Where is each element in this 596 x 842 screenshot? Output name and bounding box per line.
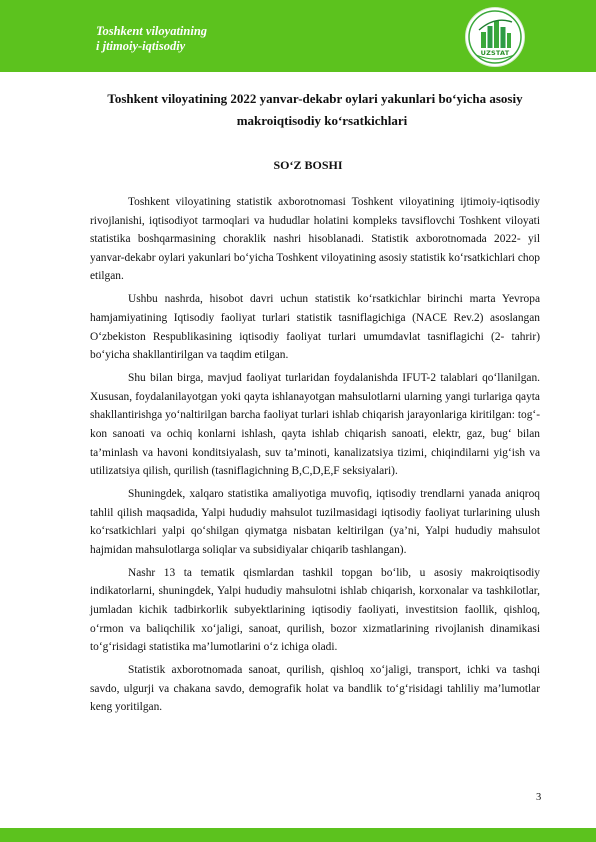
paragraph: Toshkent viloyatining statistik axborotnomasi Toshkent viloyatining ijtimoiy-iqtisodiy rivojlanishi, iqtisodiyot tarmoqlari va hududlar holatini kompleks tavsiflovchi Toshkent viloyati statistika boshqarmasining choraklik nashri hisoblanadi. Statistik axborotnomada 2022- yil yanvar-dekabr oylari yakunlari bo‘yicha Toshkent viloyatining asosiy statistik ko‘rsatkichlari chop etilgan. — [90, 196, 540, 283]
document-title — [60, 88, 570, 132]
document-title-line2: makroiqtisodiy ko‘rsatkichlari — [236, 113, 408, 128]
logo-text: UZSTAT — [480, 49, 510, 57]
uzstat-logo — [466, 8, 524, 66]
header-title-line1: Toshkent viloyatining — [96, 24, 208, 38]
body-text — [90, 193, 540, 721]
paragraph: Statistik axborotnomada sanoat, qurilish, qishloq xo‘jaligi, transport, ichki va tashqi savdo, ulgurji va chakana savdo, demografik holat va bandlik to‘g‘risidagi tahliliy ma’lumotlar keng yoritilgan. — [90, 664, 540, 714]
paragraph: Nashr 13 ta tematik qismlardan tashkil topgan bo‘lib, u asosiy makroiqtisodiy indikatorlarni, shuningdek, Yalpi hududiy mahsulotni ishlab chiqarish, korxonalar va tashkilotlar, jumladan kichik tadbirkorlik subyektlarining iqtisodiy faoliyati, investitsion faollik, qishloq, o‘rmon va baliqchilik xo‘jaligi, sanoat, qurilish, bozor xizmatlarining rivojlanish dinamikasi to‘g‘risidagi statistika ma’lumotlarini o‘z ichiga oladi. — [90, 566, 540, 654]
paragraph: Shu bilan birga, mavjud faoliyat turlaridan foydalanishda IFUT-2 talablari qo‘llanilgan. Xususan, foydalanilayotgan yoki qayta ishlanayotgan mahsulotlarni ularning yangi turlariga qayta shakllantirishga yo‘naltirilgan barcha faoliyat turlari ishlab chiqarish jarayonlariga kiritilgan: tog‘-kon sanoati va ochiq konlarni ishlash, qayta ishlab chiqarish sanoati, elektr, gaz, bug‘ bilan ta’minlash va havoni konditsiyalash, suv ta’minoti, kanalizatsiya tizimi, chiqindilarni yig‘ish va utilizatsiya qilish, qurilish (tasniflagichning B,C,D,E,F seksiyalari). — [90, 372, 540, 478]
header-title — [96, 24, 207, 54]
paragraph: Shuningdek, xalqaro statistika amaliyotiga muvofiq, iqtisodiy trendlarni yanada aniqroq tahlil qilish maqsadida, Yalpi hududiy mahsulot tuzilmasidagi iqtisodiy faoliyat turlarining ulush ko‘rsatkichlari yalpi qo‘shilgan qiymatga nisbatan keltirilgan (ya’ni, Yalpi hududiy mahsulot hajmidan mahsulotlarga soliqlar va subsidiyalar chiqarib tashlangan). — [90, 488, 540, 556]
paragraph: Ushbu nashrda, hisobot davri uchun statistik ko‘rsatkichlar birinchi marta Yevropa hamjamiyatining Iqtisodiy faoliyat turlari statistik tasniflagichiga (NACE Rev.2) asoslangan O‘zbekiston Respublikasining iqtisodiy faoliyat turlari umumdavlat tasniflagichi (2- tahrir) bo‘yicha shakllantirilgan va taqdim etilgan. — [90, 293, 540, 362]
footer-band — [0, 828, 596, 842]
header-title-line2: i jtimoiy-iqtisodiy — [96, 39, 186, 53]
page-number: 3 — [536, 792, 542, 803]
section-heading: SO‘Z BOSHI — [273, 158, 343, 172]
building-chart-logo-icon — [466, 8, 524, 66]
document-title-line1: Toshkent viloyatining 2022 yanvar-dekabr oylari yakunlari bo‘yicha asosiy — [107, 91, 523, 106]
